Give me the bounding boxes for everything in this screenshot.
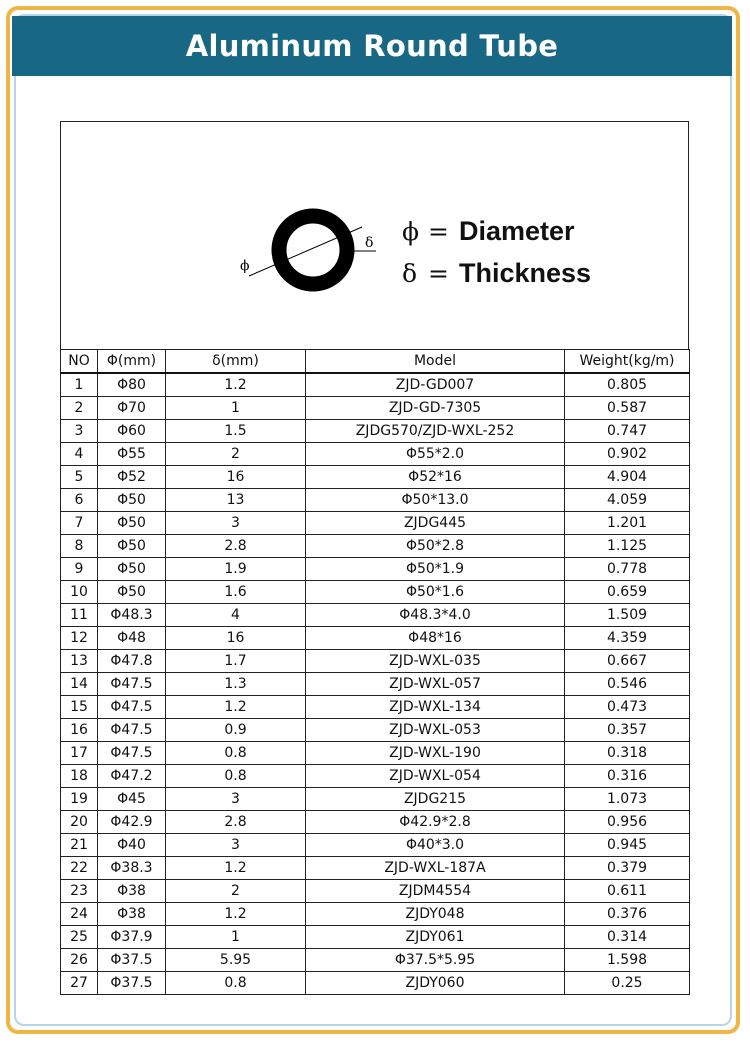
table-row [61,604,690,627]
cell-weight: 0.314 [565,926,690,949]
legend-thickness-word: Thickness [458,257,592,288]
cell-weight: 0.611 [565,880,690,903]
cell-model: ZJD-WXL-053 [306,719,565,742]
table-row [61,397,690,420]
table-row [61,811,690,834]
cell-no: 13 [61,650,98,673]
cell-model: ZJDG445 [306,512,565,535]
cell-diameter: Φ48 [98,627,166,650]
cell-diameter: Φ47.2 [98,765,166,788]
table-row [61,926,690,949]
cell-thickness: 1.7 [166,650,306,673]
header-diameter: Φ(mm) [98,350,166,374]
cell-no: 4 [61,443,98,466]
page-title: Aluminum Round Tube [185,29,559,63]
cell-model: ZJD-WXL-035 [306,650,565,673]
cell-weight: 0.956 [565,811,690,834]
cell-thickness: 1 [166,397,306,420]
cell-thickness: 1 [166,926,306,949]
cell-no: 9 [61,558,98,581]
cell-thickness: 16 [166,627,306,650]
cell-diameter: Φ70 [98,397,166,420]
cell-weight: 4.359 [565,627,690,650]
cell-diameter: Φ37.9 [98,926,166,949]
cell-no: 14 [61,673,98,696]
cell-thickness: 0.8 [166,765,306,788]
cell-model: ZJD-GD-7305 [306,397,565,420]
cell-no: 3 [61,420,98,443]
cell-weight: 0.379 [565,857,690,880]
table-row [61,857,690,880]
cell-no: 19 [61,788,98,811]
table-row [61,788,690,811]
cell-model: Φ48.3*4.0 [306,604,565,627]
cell-model: Φ42.9*2.8 [306,811,565,834]
cell-model: ZJD-WXL-187A [306,857,565,880]
tube-ring-icon [279,216,347,284]
table-row [61,581,690,604]
cell-no: 18 [61,765,98,788]
cell-weight: 1.509 [565,604,690,627]
cell-model: ZJDG570/ZJD-WXL-252 [306,420,565,443]
cell-weight: 1.598 [565,949,690,972]
cell-no: 21 [61,834,98,857]
table-row [61,627,690,650]
cell-model: Φ37.5*5.95 [306,949,565,972]
cell-weight: 0.945 [565,834,690,857]
table-row [61,466,690,489]
cell-diameter: Φ38 [98,903,166,926]
table-row [61,696,690,719]
spec-table [60,349,690,995]
cell-no: 12 [61,627,98,650]
header-weight: Weight(kg/m) [565,350,690,374]
cell-diameter: Φ38 [98,880,166,903]
cell-thickness: 5.95 [166,949,306,972]
cell-weight: 0.667 [565,650,690,673]
cell-diameter: Φ50 [98,558,166,581]
cell-weight: 0.316 [565,765,690,788]
tube-cross-section-diagram [230,200,390,300]
cell-weight: 0.659 [565,581,690,604]
header-no: NO [61,350,98,374]
cell-model: ZJDY048 [306,903,565,926]
cell-diameter: Φ50 [98,581,166,604]
cell-model: Φ40*3.0 [306,834,565,857]
cell-thickness: 2.8 [166,811,306,834]
cell-thickness: 1.2 [166,373,306,397]
cell-weight: 1.073 [565,788,690,811]
table-row [61,373,690,397]
cell-no: 22 [61,857,98,880]
cell-model: Φ50*1.9 [306,558,565,581]
legend-diameter-word: Diameter [458,215,575,246]
table-row [61,742,690,765]
header-model: Model [306,350,565,374]
cell-weight: 0.357 [565,719,690,742]
cell-diameter: Φ50 [98,535,166,558]
cell-weight: 1.201 [565,512,690,535]
cell-weight: 4.904 [565,466,690,489]
table-row [61,650,690,673]
cell-weight: 0.473 [565,696,690,719]
cell-diameter: Φ37.5 [98,949,166,972]
title-banner [12,16,732,76]
table-row [61,765,690,788]
cell-weight: 0.805 [565,373,690,397]
cell-diameter: Φ50 [98,489,166,512]
cell-thickness: 1.2 [166,696,306,719]
cell-diameter: Φ48.3 [98,604,166,627]
delta-label: δ [365,235,374,251]
legend-diameter [402,210,591,252]
cell-thickness: 0.8 [166,742,306,765]
cell-model: ZJD-WXL-134 [306,696,565,719]
cell-no: 25 [61,926,98,949]
legend-diameter-equals: = [428,216,449,246]
table-row [61,558,690,581]
cell-thickness: 3 [166,834,306,857]
cell-weight: 0.587 [565,397,690,420]
cell-model: ZJDM4554 [306,880,565,903]
cell-weight: 0.546 [565,673,690,696]
cell-thickness: 0.8 [166,972,306,995]
cell-diameter: Φ47.5 [98,742,166,765]
cell-no: 5 [61,466,98,489]
legend-thickness-equals: = [428,258,449,288]
cell-model: Φ50*13.0 [306,489,565,512]
cell-thickness: 3 [166,512,306,535]
cell-weight: 4.059 [565,489,690,512]
table-row [61,512,690,535]
table-row [61,972,690,995]
cell-no: 17 [61,742,98,765]
cell-thickness: 2 [166,443,306,466]
cell-diameter: Φ37.5 [98,972,166,995]
cell-diameter: Φ47.8 [98,650,166,673]
cell-thickness: 1.5 [166,420,306,443]
cell-diameter: Φ60 [98,420,166,443]
cell-thickness: 4 [166,604,306,627]
cell-weight: 0.778 [565,558,690,581]
table-row [61,489,690,512]
table-row [61,880,690,903]
cell-no: 7 [61,512,98,535]
cell-thickness: 16 [166,466,306,489]
cell-weight: 0.318 [565,742,690,765]
cell-weight: 0.902 [565,443,690,466]
cell-weight: 0.376 [565,903,690,926]
table-row [61,535,690,558]
table-row [61,420,690,443]
cell-model: ZJDG215 [306,788,565,811]
cell-no: 24 [61,903,98,926]
cell-diameter: Φ55 [98,443,166,466]
table-row [61,834,690,857]
table-row [61,903,690,926]
phi-label: ϕ [240,258,250,274]
cell-diameter: Φ40 [98,834,166,857]
cell-no: 11 [61,604,98,627]
cell-diameter: Φ42.9 [98,811,166,834]
cell-thickness: 1.9 [166,558,306,581]
table-header-row [61,350,690,374]
table-row [61,719,690,742]
cell-diameter: Φ47.5 [98,696,166,719]
cell-thickness: 1.2 [166,903,306,926]
cell-weight: 0.747 [565,420,690,443]
cell-weight: 1.125 [565,535,690,558]
cell-diameter: Φ47.5 [98,719,166,742]
cell-model: ZJD-WXL-190 [306,742,565,765]
cell-model: Φ50*1.6 [306,581,565,604]
diagram-legend [402,210,591,294]
cell-thickness: 3 [166,788,306,811]
cell-thickness: 1.2 [166,857,306,880]
cell-model: Φ55*2.0 [306,443,565,466]
cell-model: ZJD-WXL-054 [306,765,565,788]
cell-no: 2 [61,397,98,420]
cell-thickness: 1.6 [166,581,306,604]
cell-no: 20 [61,811,98,834]
cell-model: ZJDY061 [306,926,565,949]
cell-model: ZJD-GD007 [306,373,565,397]
cell-thickness: 1.3 [166,673,306,696]
cell-no: 6 [61,489,98,512]
cell-diameter: Φ45 [98,788,166,811]
cell-diameter: Φ38.3 [98,857,166,880]
cell-model: ZJDY060 [306,972,565,995]
cell-weight: 0.25 [565,972,690,995]
cell-model: Φ48*16 [306,627,565,650]
cell-no: 8 [61,535,98,558]
table-row [61,443,690,466]
legend-thickness [402,252,591,294]
cell-no: 16 [61,719,98,742]
cell-no: 15 [61,696,98,719]
cell-no: 10 [61,581,98,604]
cell-no: 26 [61,949,98,972]
table-body [61,373,690,995]
cell-thickness: 2.8 [166,535,306,558]
cell-model: Φ50*2.8 [306,535,565,558]
cell-thickness: 13 [166,489,306,512]
table-row [61,673,690,696]
cell-diameter: Φ80 [98,373,166,397]
legend-diameter-symbol: ϕ [402,216,420,246]
cell-diameter: Φ47.5 [98,673,166,696]
legend-thickness-symbol: δ [402,258,418,288]
header-thickness: δ(mm) [166,350,306,374]
cell-model: Φ52*16 [306,466,565,489]
cell-no: 23 [61,880,98,903]
cell-diameter: Φ50 [98,512,166,535]
cell-no: 1 [61,373,98,397]
cell-no: 27 [61,972,98,995]
table-row [61,949,690,972]
cell-thickness: 2 [166,880,306,903]
cell-model: ZJD-WXL-057 [306,673,565,696]
cell-thickness: 0.9 [166,719,306,742]
cell-diameter: Φ52 [98,466,166,489]
